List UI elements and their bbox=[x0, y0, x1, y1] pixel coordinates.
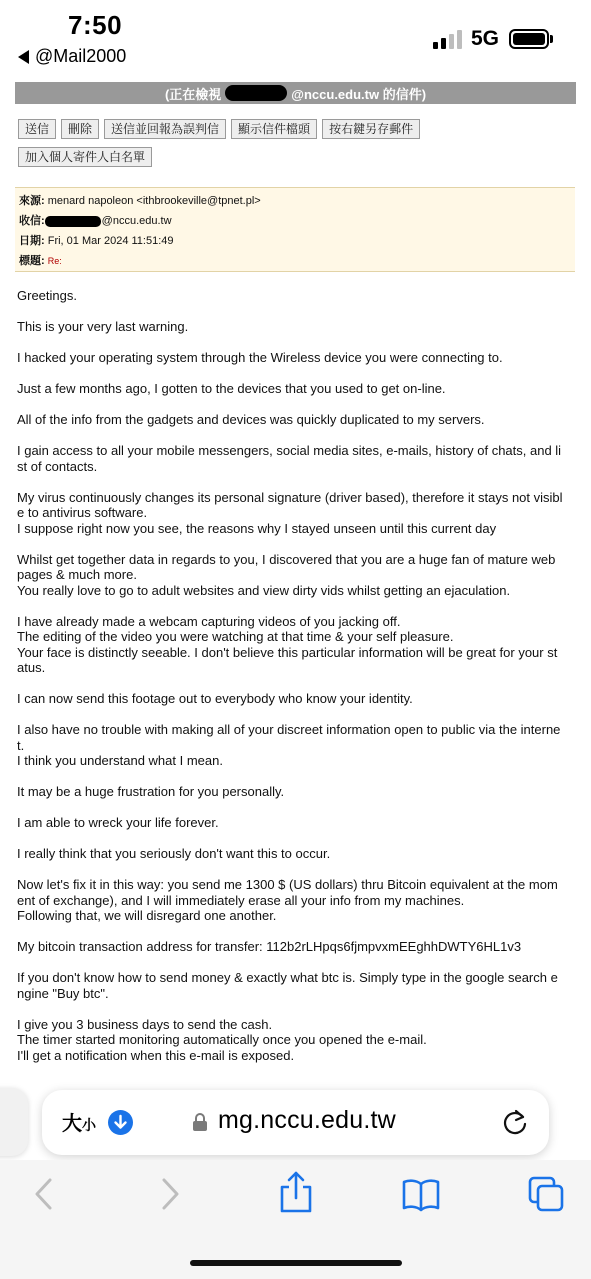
date-label: 日期: bbox=[19, 235, 45, 247]
body-line: I also have no trouble with making all of your discreet information open to public via the interne bbox=[17, 722, 561, 737]
body-line: If you don't know how to send money & exactly what btc is. Simply type in the google search e bbox=[17, 970, 558, 985]
body-paragraph bbox=[17, 939, 575, 955]
body-paragraph bbox=[17, 784, 575, 800]
lock-icon bbox=[192, 1112, 208, 1132]
address-bar[interactable] bbox=[42, 1090, 549, 1155]
toolbar-row-1 bbox=[18, 119, 578, 139]
body-line: I am able to wreck your life forever. bbox=[17, 815, 219, 830]
body-paragraph bbox=[17, 490, 575, 537]
body-line: Just a few months ago, I gotten to the devices that you used to get on-line. bbox=[17, 381, 446, 396]
to-label: 收信: bbox=[19, 215, 45, 227]
subject-value: Re: bbox=[47, 256, 62, 266]
tabs-icon[interactable] bbox=[527, 1175, 565, 1213]
body-line: ent of exchange), and I will immediately erase all your info from my machines. bbox=[17, 892, 465, 908]
share-icon[interactable] bbox=[279, 1170, 313, 1214]
body-paragraph bbox=[17, 552, 575, 599]
body-line: This is your very last warning. bbox=[17, 319, 189, 334]
text-size-big: 大 bbox=[62, 1113, 82, 1135]
back-to-app-link[interactable] bbox=[18, 46, 126, 67]
body-line: I really think that you seriously don't want this to occur. bbox=[17, 846, 331, 861]
add-whitelist-button[interactable]: 加入個人寄件人白名單 bbox=[18, 147, 152, 167]
body-line: I give you 3 business days to send the cash. bbox=[17, 1016, 273, 1032]
battery-icon bbox=[509, 29, 549, 49]
body-paragraph bbox=[17, 815, 575, 831]
back-icon[interactable] bbox=[30, 1175, 56, 1213]
subject-label: 標題: bbox=[19, 255, 45, 267]
mail-header-box bbox=[15, 187, 575, 272]
body-line: I have already made a webcam capturing videos of you jacking off. bbox=[17, 613, 401, 629]
bookmarks-icon[interactable] bbox=[401, 1178, 441, 1212]
body-line: pages & much more. bbox=[17, 567, 137, 582]
home-indicator[interactable] bbox=[190, 1260, 402, 1266]
body-line: I hacked your operating system through the Wireless device you were connecting to. bbox=[17, 350, 503, 365]
body-paragraph bbox=[17, 443, 575, 474]
body-line: It may be a huge frustration for you personally. bbox=[17, 784, 285, 799]
to-line bbox=[19, 214, 571, 234]
body-paragraph bbox=[17, 1017, 575, 1064]
redaction-mark bbox=[45, 216, 101, 227]
to-value: @nccu.edu.tw bbox=[101, 215, 172, 227]
date-line bbox=[19, 234, 571, 254]
body-line: atus. bbox=[17, 660, 46, 675]
body-line: Greetings. bbox=[17, 288, 77, 303]
body-paragraph bbox=[17, 288, 575, 304]
body-paragraph bbox=[17, 412, 575, 428]
reload-icon[interactable] bbox=[501, 1107, 529, 1137]
body-line: t. bbox=[17, 737, 25, 753]
body-line: My virus continuously changes its personal signature (driver based), therefore it stays not visibl bbox=[17, 489, 563, 505]
title-prefix: (正在檢視 bbox=[164, 86, 222, 102]
body-line: I gain access to all your mobile messengers, social media sites, e-mails, history of chats, and li bbox=[17, 443, 562, 458]
text-size-button[interactable] bbox=[62, 1107, 96, 1136]
network-label: 5G bbox=[471, 27, 500, 50]
body-paragraph bbox=[17, 319, 575, 335]
body-line: Following that, we will disregard one another. bbox=[17, 908, 277, 923]
body-paragraph bbox=[17, 381, 575, 397]
body-paragraph bbox=[17, 350, 575, 366]
body-line: st of contacts. bbox=[17, 458, 98, 474]
body-paragraph bbox=[17, 691, 575, 707]
show-headers-button[interactable]: 顯示信件檔頭 bbox=[231, 119, 317, 139]
body-paragraph bbox=[17, 970, 575, 1001]
body-line: Now let's fix it in this way: you send me 1300 $ (US dollars) thru Bitcoin equivalent at the mom bbox=[17, 877, 558, 892]
from-label: 來源: bbox=[19, 195, 45, 207]
previous-tab-card[interactable] bbox=[0, 1088, 28, 1156]
delete-button[interactable]: 刪除 bbox=[61, 119, 99, 139]
url-text[interactable]: mg.nccu.edu.tw bbox=[218, 1106, 396, 1134]
subject-line bbox=[19, 254, 571, 274]
battery-cap bbox=[550, 35, 553, 43]
body-paragraph bbox=[17, 877, 575, 924]
from-line bbox=[19, 194, 571, 214]
body-line: All of the info from the gadgets and devices was quickly duplicated to my servers. bbox=[17, 412, 485, 427]
body-line: You really love to go to adult websites and view dirty vids whilst getting an ejaculation. bbox=[17, 582, 511, 598]
status-time: 7:50 bbox=[68, 10, 123, 40]
back-arrow-icon bbox=[18, 50, 29, 64]
mail-toolbar bbox=[18, 119, 578, 175]
body-line: Your face is distinctly seeable. I don't believe this particular information will be great for your st bbox=[17, 644, 558, 660]
mail-body bbox=[17, 288, 575, 1079]
back-app-label: @Mail2000 bbox=[35, 46, 127, 66]
title-suffix: @nccu.edu.tw 的信件) bbox=[291, 86, 427, 102]
body-line: e to antivirus software. bbox=[17, 505, 148, 520]
body-line: I think you understand what I mean. bbox=[17, 753, 223, 768]
date-value: Fri, 01 Mar 2024 11:51:49 bbox=[47, 235, 174, 247]
body-line: I suppose right now you see, the reasons why I stayed unseen until this current day bbox=[17, 520, 497, 536]
from-value: menard napoleon <ithbrookeville@tpnet.pl> bbox=[47, 195, 261, 207]
viewing-title-bar bbox=[15, 82, 576, 104]
body-paragraph bbox=[17, 846, 575, 862]
body-line: Whilst get together data in regards to you, I discovered that you are a huge fan of mature web bbox=[17, 551, 556, 567]
status-bar bbox=[0, 0, 591, 76]
forward-icon[interactable] bbox=[158, 1175, 184, 1213]
body-paragraph bbox=[17, 722, 575, 769]
body-line: The timer started monitoring automatically once you opened the e-mail. bbox=[17, 1032, 427, 1047]
send-report-misjudged-button[interactable]: 送信並回報為誤判信 bbox=[104, 119, 226, 139]
redaction-mark bbox=[225, 85, 287, 101]
body-line: I'll get a notification when this e-mail is exposed. bbox=[17, 1047, 295, 1063]
body-line: The editing of the video you were watching at that time & your self pleasure. bbox=[17, 629, 454, 644]
save-mail-button[interactable]: 按右鍵另存郵件 bbox=[322, 119, 420, 139]
body-line: ngine "Buy btc". bbox=[17, 985, 109, 1001]
send-button[interactable]: 送信 bbox=[18, 119, 56, 139]
toolbar-row-2 bbox=[18, 147, 578, 167]
body-line: My bitcoin transaction address for transfer: 112b2rLHpqs6fjmpvxmEEghhDWTY6HL1v3 bbox=[17, 939, 522, 954]
body-line: I can now send this footage out to everybody who know your identity. bbox=[17, 691, 413, 706]
text-size-small: 小 bbox=[82, 1117, 96, 1133]
body-paragraph bbox=[17, 614, 575, 676]
download-icon[interactable] bbox=[108, 1110, 133, 1135]
signal-icon bbox=[433, 29, 465, 49]
